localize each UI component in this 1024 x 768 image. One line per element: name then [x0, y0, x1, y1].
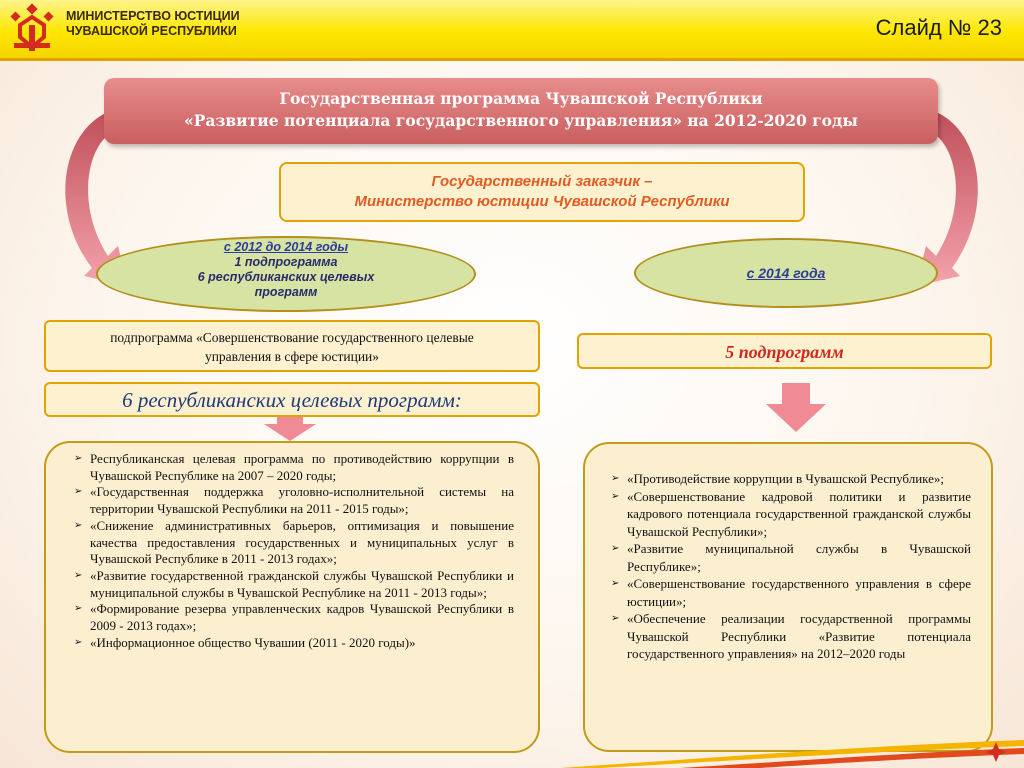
- right-down-arrow: [766, 383, 826, 432]
- target-programs-heading: 6 республиканских целевых программ:: [44, 382, 540, 417]
- subprogram-line-2: управления в сфере юстиции»: [204, 349, 380, 364]
- list-item: ➢ Республиканская целевая программа по противодействию коррупции в Чувашской Республике на 2007 – 2020 годы;: [74, 451, 514, 484]
- ministry-line-2: ЧУВАШСКОЙ РЕСПУБЛИКИ: [66, 24, 237, 38]
- program-title-line-2: «Развитие потенциала государственного управления» на 2012-2020 годы: [184, 111, 858, 130]
- list-item: ➢ «Совершенствование государственного управления в сфере юстиции»;: [611, 575, 971, 610]
- list-item: ➢ «Формирование резерва управленческих кадров Чувашской Республики в 2009 - 2013 годах»;: [74, 601, 514, 634]
- list-item: ➢ «Информационное общество Чувашии (2011 - 2020 годы)»: [74, 635, 514, 652]
- program-title-line-1: Государственная программа Чувашской Республики: [279, 89, 763, 108]
- footer-swoosh-decoration: [560, 740, 1024, 768]
- list-item: ➢ «Развитие муниципальной службы в Чувашской Республике»;: [611, 540, 971, 575]
- left-down-arrow: [264, 414, 316, 441]
- customer-line-2: Министерство юстиции Чувашской Республики: [354, 193, 730, 210]
- list-item: ➢ «Обеспечение реализации государственной программы Чувашской Республики «Развитие потенциала государственного управления» на 2012–2020 годы: [611, 610, 971, 663]
- period-left-dates: с 2012 до 2014 годы: [223, 240, 349, 254]
- slide-number: Слайд № 23: [875, 15, 1002, 40]
- list-item: ➢ «Государственная поддержка уголовно-исполнительной системы на территории Чувашской Республики на 2011 - 2015 годы»;: [74, 484, 514, 517]
- list-item: ➢ «Противодействие коррупции в Чувашской Республике»;: [611, 470, 971, 488]
- period-left-programs-line: 6 республиканских целевых: [197, 270, 375, 284]
- target-programs-list-box: [44, 441, 540, 753]
- subprogram-box: [44, 320, 540, 372]
- list-item: ➢ «Совершенствование кадровой политики и развитие кадрового потенциала государственной гражданской службы Чувашской Республики»;: [611, 488, 971, 541]
- customer-line-1: Государственный заказчик –: [431, 173, 653, 190]
- subprograms-count-box: 5 подпрограмм: [577, 333, 992, 369]
- list-item: ➢ «Развитие государственной гражданской службы Чувашской Республики и муниципальной службы в Чувашской Республике на 2011 - 2013 годы»;: [74, 568, 514, 601]
- program-title-banner: [104, 78, 938, 144]
- period-ellipse-right: [634, 238, 938, 308]
- ministry-line-1: МИНИСТЕРСТВО ЮСТИЦИИ: [66, 9, 240, 23]
- period-right-label: с 2014 года: [746, 265, 826, 281]
- subprograms-list-box: [583, 442, 993, 752]
- subprogram-line-1: подпрограмма «Совершенствование государственного целевые: [110, 330, 474, 345]
- subprograms-list: [611, 470, 971, 663]
- period-ellipse-left: [96, 236, 476, 312]
- list-item: ➢ «Снижение административных барьеров, оптимизация и повышение качества предоставления государственных и муниципальных услуг в Чувашской Республике в 2011 - 2013 годах»;: [74, 518, 514, 568]
- target-programs-list: [74, 451, 514, 651]
- period-left-programs-line-2: программ: [254, 285, 318, 299]
- period-left-subprogram-count: 1 подпрограмма: [234, 255, 338, 269]
- state-customer-box: [279, 162, 805, 222]
